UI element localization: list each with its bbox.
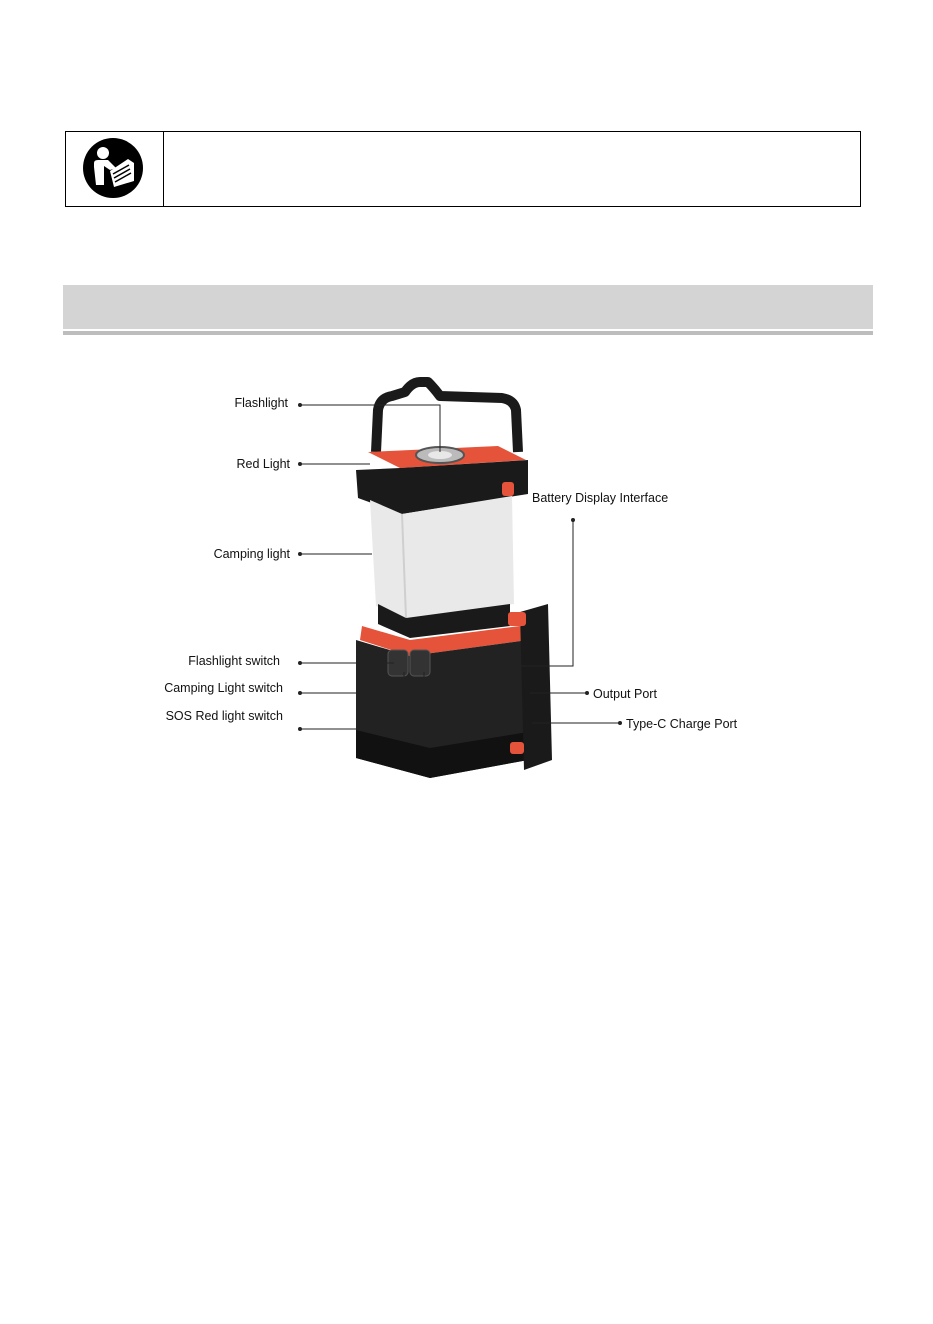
label-camping-light-switch: Camping Light switch [164,681,283,695]
label-camping-light: Camping light [213,547,290,561]
label-sos-switch: SOS Red light switch [165,709,283,723]
label-flashlight: Flashlight [234,396,288,410]
label-red-light: Red Light [236,457,290,471]
label-flashlight-switch: Flashlight switch [188,654,280,668]
label-battery-display: Battery Display Interface [532,491,669,505]
label-output-port: Output Port [593,687,657,701]
label-typec-port: Type-C Charge Port [626,717,738,731]
lantern-illustration [356,382,552,778]
